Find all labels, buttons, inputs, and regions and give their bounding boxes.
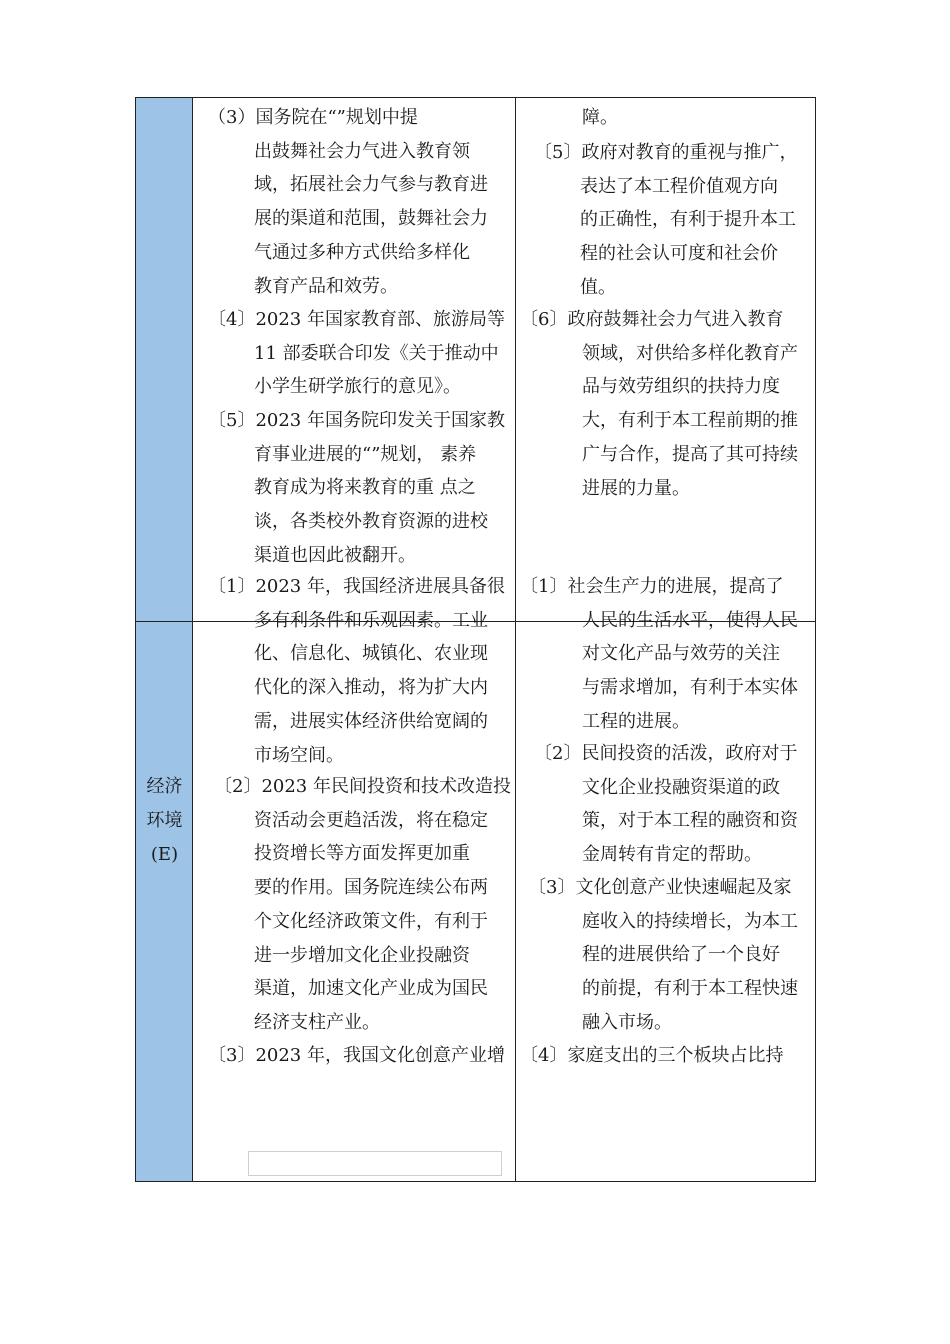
- right-item-impact-5: 〔5〕政府对教育的重视与推广， 表达了本工程价值观方向 的正确性，有利于提升本工 程的社会认可度和社会价 值。: [534, 142, 798, 298]
- left-item-economy-1: 〔1〕2023 年，我国经济进展具备很 多有利条件和乐观因素。工业 化、信息化、城镇化、农业现 代化的深入推动，将为扩大内 需，进展实体经济供给宽阔的 市场空间。: [208, 576, 505, 766]
- left-item-policy-4: 〔4〕2023 年国家教育部、旅游局等 11 部委联合印发《关于推动中 小学生研学旅行的意见》。: [208, 309, 505, 398]
- right-item-economy-1: 〔1〕社会生产力的进展，提高了 人民的生活水平，使得人民 对文化产品与效劳的关注 与需求增加，有利于本实体 工程的进展。: [520, 576, 798, 732]
- section-label-line: (E): [150, 844, 179, 865]
- right-item-continued: 障。: [582, 107, 618, 128]
- left-item-economy-2: 〔2〕2023 年民间投资和技术改造投 资活动会更趋活泼，将在稳定 投资增长等方面发挥更加重 要的作用。国务院连续公布两 个文化经济政策文件，有利于 进一步增加文化企业投融资 渠道，加速文化产业成为国民 经济支柱产业。: [214, 776, 511, 1033]
- left-item-policy-3: （3）国务院在“”规划中提 出鼓舞社会力气进入教育领 域，拓展社会力气参与教育进 展的渠道和范围，鼓舞社会力 气通过多种方式供给多样化 教育产品和效劳。: [208, 107, 488, 297]
- column-divider: [515, 98, 516, 1181]
- section-label-line: 环境: [146, 810, 183, 831]
- left-item-economy-3: 〔3〕2023 年，我国文化创意产业增: [208, 1045, 505, 1066]
- right-item-impact-6: 〔6〕政府鼓舞社会力气进入教育 领域，对供给多样化教育产 品与效劳组织的扶持力度 大，有利于本工程前期的推 广与合作，提高了其可持续 进展的力量。: [520, 309, 798, 499]
- category-column: [136, 98, 193, 1181]
- right-item-economy-2: 〔2〕民间投资的活泼，政府对于 文化企业投融资渠道的政 策，对于本工程的融资和资 金周转有肯定的帮助。: [534, 743, 798, 866]
- left-item-policy-5: 〔5〕2023 年国务院印发关于国家教 育事业进展的“”规划， 素养 教育成为将来教育的重 点之 谈，各类校外教育资源的进校 渠道也因此被翻开。: [208, 410, 505, 566]
- right-item-economy-4: 〔4〕家庭支出的三个板块占比持: [520, 1045, 784, 1066]
- blank-input-box: [248, 1151, 502, 1176]
- section-label-line: 经济: [146, 776, 183, 797]
- right-item-economy-3: 〔3〕文化创意产业快速崛起及家 庭收入的持续增长，为本工 程的进展供给了一个良好 的前提，有利于本工程快速 融入市场。: [528, 877, 798, 1033]
- section-label-economic: [136, 770, 193, 872]
